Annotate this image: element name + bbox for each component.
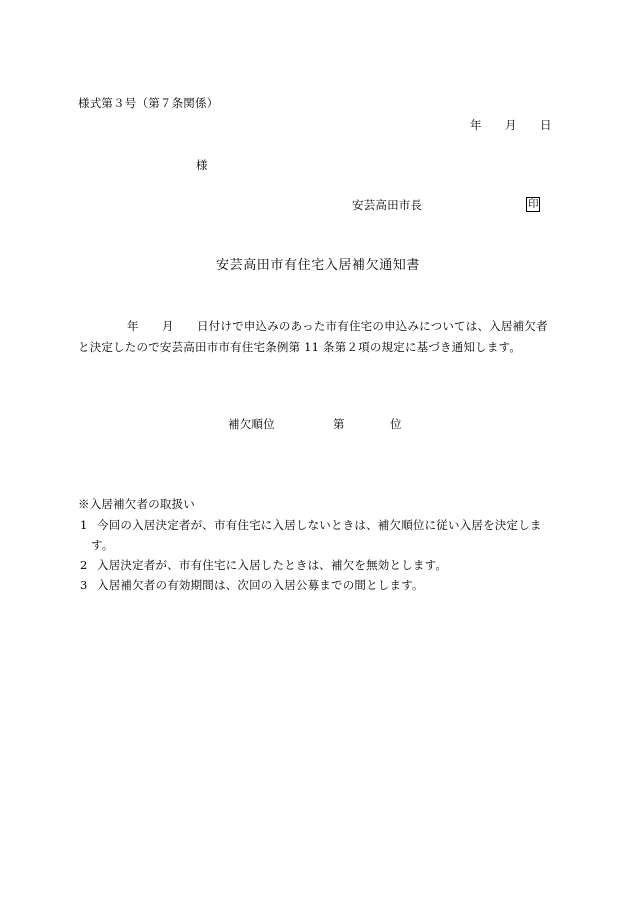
form-number: 様式第３号（第７条関係）: [78, 96, 219, 110]
notes-heading: ※入居補欠者の取扱い: [78, 497, 195, 511]
body-line-2: と決定したので安芸高田市市有住宅条例第 11 条第２項の規定に基づき通知します。: [78, 340, 522, 354]
date-year-label: 年: [470, 118, 482, 132]
rank-label: 補欠順位: [228, 417, 275, 431]
note-number-2: 2: [80, 558, 88, 572]
body-line-1: 日付けで申込みのあった市有住宅の申込みについては、入居補欠者: [197, 319, 548, 333]
seal-mark: 印: [528, 198, 539, 210]
body-year-label: 年: [127, 319, 139, 333]
note-number-1: 1: [80, 518, 88, 532]
date-month-label: 月: [505, 118, 517, 132]
note-text-1: 今回の入居決定者が、市有住宅に入居しないときは、補欠順位に従い入居を決定しま: [97, 518, 542, 532]
note-text-3: 入居補欠者の有効期間は、次回の入居公募までの間とします。: [97, 578, 424, 592]
note-number-3: 3: [80, 578, 88, 592]
addressee-honorific: 様: [196, 158, 208, 172]
rank-prefix: 第: [333, 417, 345, 431]
document-title: 安芸高田市有住宅入居補欠通知書: [216, 258, 421, 273]
note-text-1-continued: す。: [91, 538, 114, 552]
date-day-label: 日: [540, 118, 552, 132]
body-month-label: 月: [162, 319, 174, 333]
rank-suffix: 位: [390, 417, 402, 431]
note-text-2: 入居決定者が、市有住宅に入居したときは、補欠を無効とします。: [97, 558, 448, 572]
issuer-name: 安芸高田市長: [352, 198, 423, 212]
